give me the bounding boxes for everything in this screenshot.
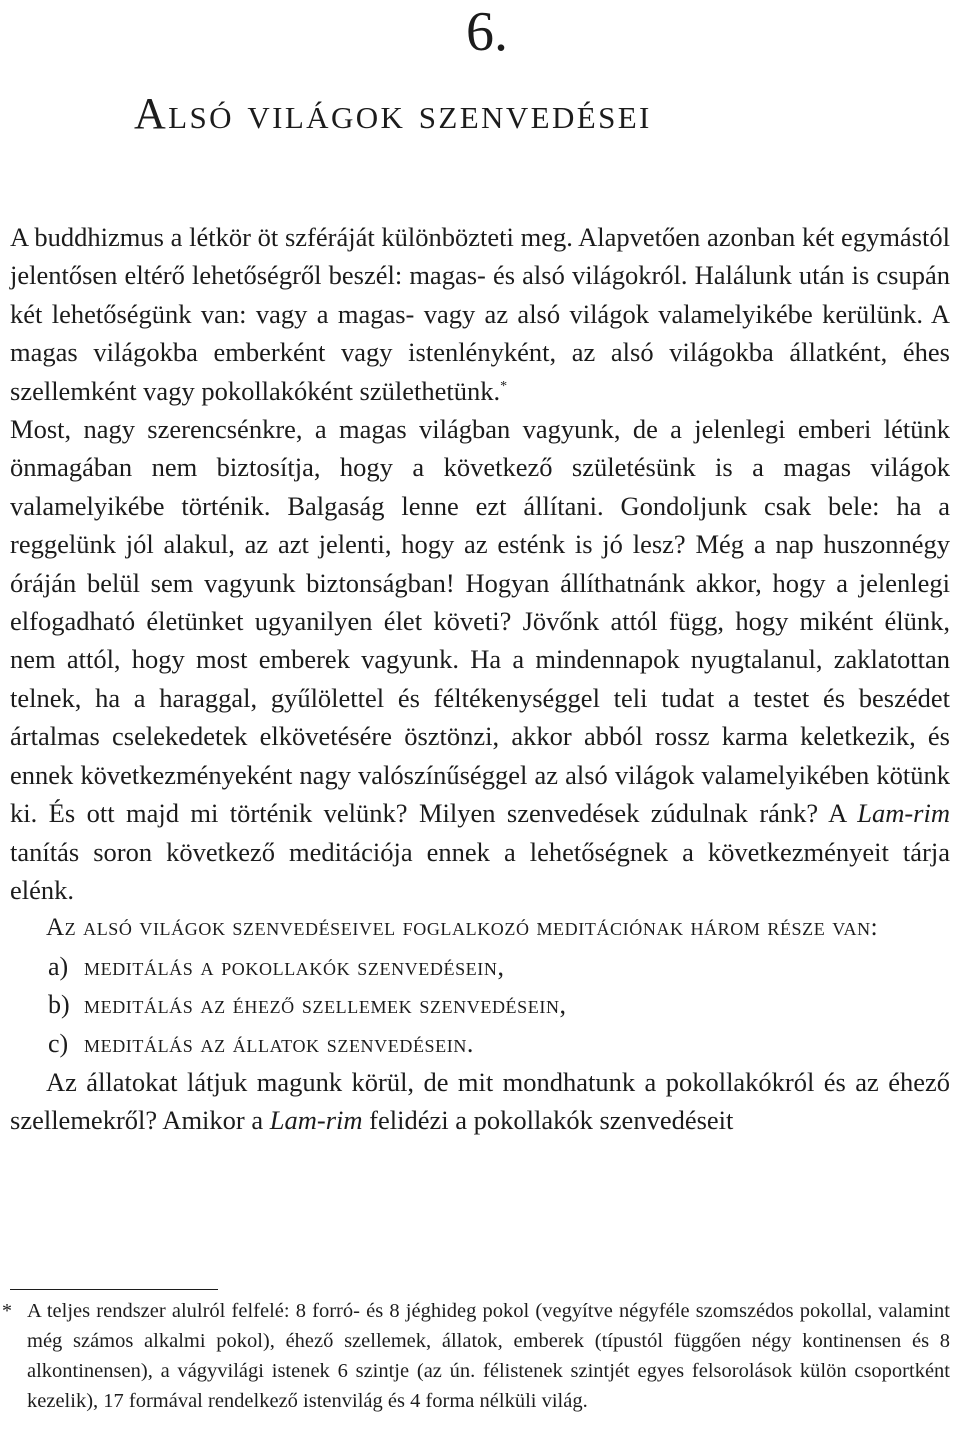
list-marker: b) (48, 990, 70, 1020)
list-item (10, 1025, 950, 1063)
list-item-text: meditálás az éhező szellemek szenvedésein, (84, 990, 567, 1020)
list-item (10, 986, 950, 1024)
chapter-title: Alsó világok szenvedései (134, 89, 652, 138)
section-heading-text: Az alsó világok szenvedéseivel foglalkozó meditációnak három része van: (46, 914, 879, 942)
paragraph-intro (10, 218, 950, 410)
list-item-text: meditálás a pokollakók szenvedésein, (84, 951, 505, 981)
footnote-mark: * (2, 1300, 12, 1322)
footnote-reference[interactable]: * (500, 378, 508, 394)
lam-rim-term: Lam-rim (857, 798, 950, 829)
paragraph-main-text-a: Most, nagy szerencsénkre, a magas világban vagyunk, de a jelenlegi emberi létünk önmagában nem biztosítja, hogy a következő születésünk is a magas világok valamelyikébe történik. Balgaság lenne ezt állítani. Gondoljunk csak bele: ha a reggelünk jól alakul, az azt jelenti, hogy az esténk is jó lesz? Még a nap huszonnégy óráján belül sem vagyunk biztonságban! Hogyan állíthatnánk akkor, hogy a jelenlegi elfogadható életünket ugyanilyen élet követi? Jövőnk attól függ, hogy miként élünk, nem attól, hogy most emberek vagyunk. Ha a mindennapok nyugtalanul, zaklatottan telnek, ha a haraggal, gyűlölettel és féltékenységgel teli tudat a testet és beszédet ártalmas cselekedetek elkövetésére ösztönzi, akkor abból rossz karma keletkezik, és ennek következményeként nagy valószínűséggel az alsó világok valamelyikében kötünk ki. És ott majd mi történik velünk? Milyen szenvedések zúdulnak ránk? A (10, 414, 950, 829)
footnote-text: A teljes rendszer alulról felfelé: 8 forró- és 8 jéghideg pokol (vegyítve négyféle szomszédos pokollal, valamint még számos alkalmi pokol), éhező szellemek, állatok, emberek (típustól függően négy kontinensen és 8 alkontinensen), a vágyvilági istenek 6 szintje (az ún. félistenek szintjét egyes felsorolások külön csoportként kezelik), 17 formával rendelkező istenvilág és 4 forma nélküli világ. (27, 1300, 950, 1412)
section-heading (10, 909, 950, 947)
paragraph-main (10, 410, 950, 909)
list-item (10, 948, 950, 986)
paragraph-main-text-b: tanítás soron következő meditációja ennek a lehetőségnek a következményeit tárja elénk. (10, 836, 950, 905)
paragraph-closing-text-a: Az állatokat látjuk magunk körül, de mit mondhatunk a pokollakókról és az éhező szellemekről? Amikor a (10, 1066, 950, 1136)
lam-rim-term: Lam-rim (269, 1105, 363, 1136)
paragraph-intro-text: A buddhizmus a létkör öt szféráját különbözteti meg. Alapvetően azonban két egymástól jelentősen eltérő lehetőségről beszél: magas- és alsó világokról. Halálunk után is csupán két lehetőségünk van: vagy a magas- vagy az alsó világok valamelyikébe kerülünk. A magas világokba emberként vagy istenlényként, az alsó világokba állatként, éhes szellemként vagy pokollakóként születhetünk. (10, 222, 950, 406)
list-item-text: meditálás az állatok szenvedésein. (84, 1028, 475, 1058)
paragraph-closing (10, 1063, 950, 1140)
footnote (0, 1296, 950, 1416)
meditation-parts-list (10, 948, 950, 1063)
chapter-number: 6. (466, 1, 508, 63)
footnote-divider (10, 1289, 218, 1290)
main-text (10, 218, 950, 1140)
list-marker: a) (48, 951, 69, 981)
paragraph-closing-text-b: felidézi a pokollakók szenvedéseit (369, 1105, 734, 1136)
list-marker: c) (48, 1028, 69, 1058)
